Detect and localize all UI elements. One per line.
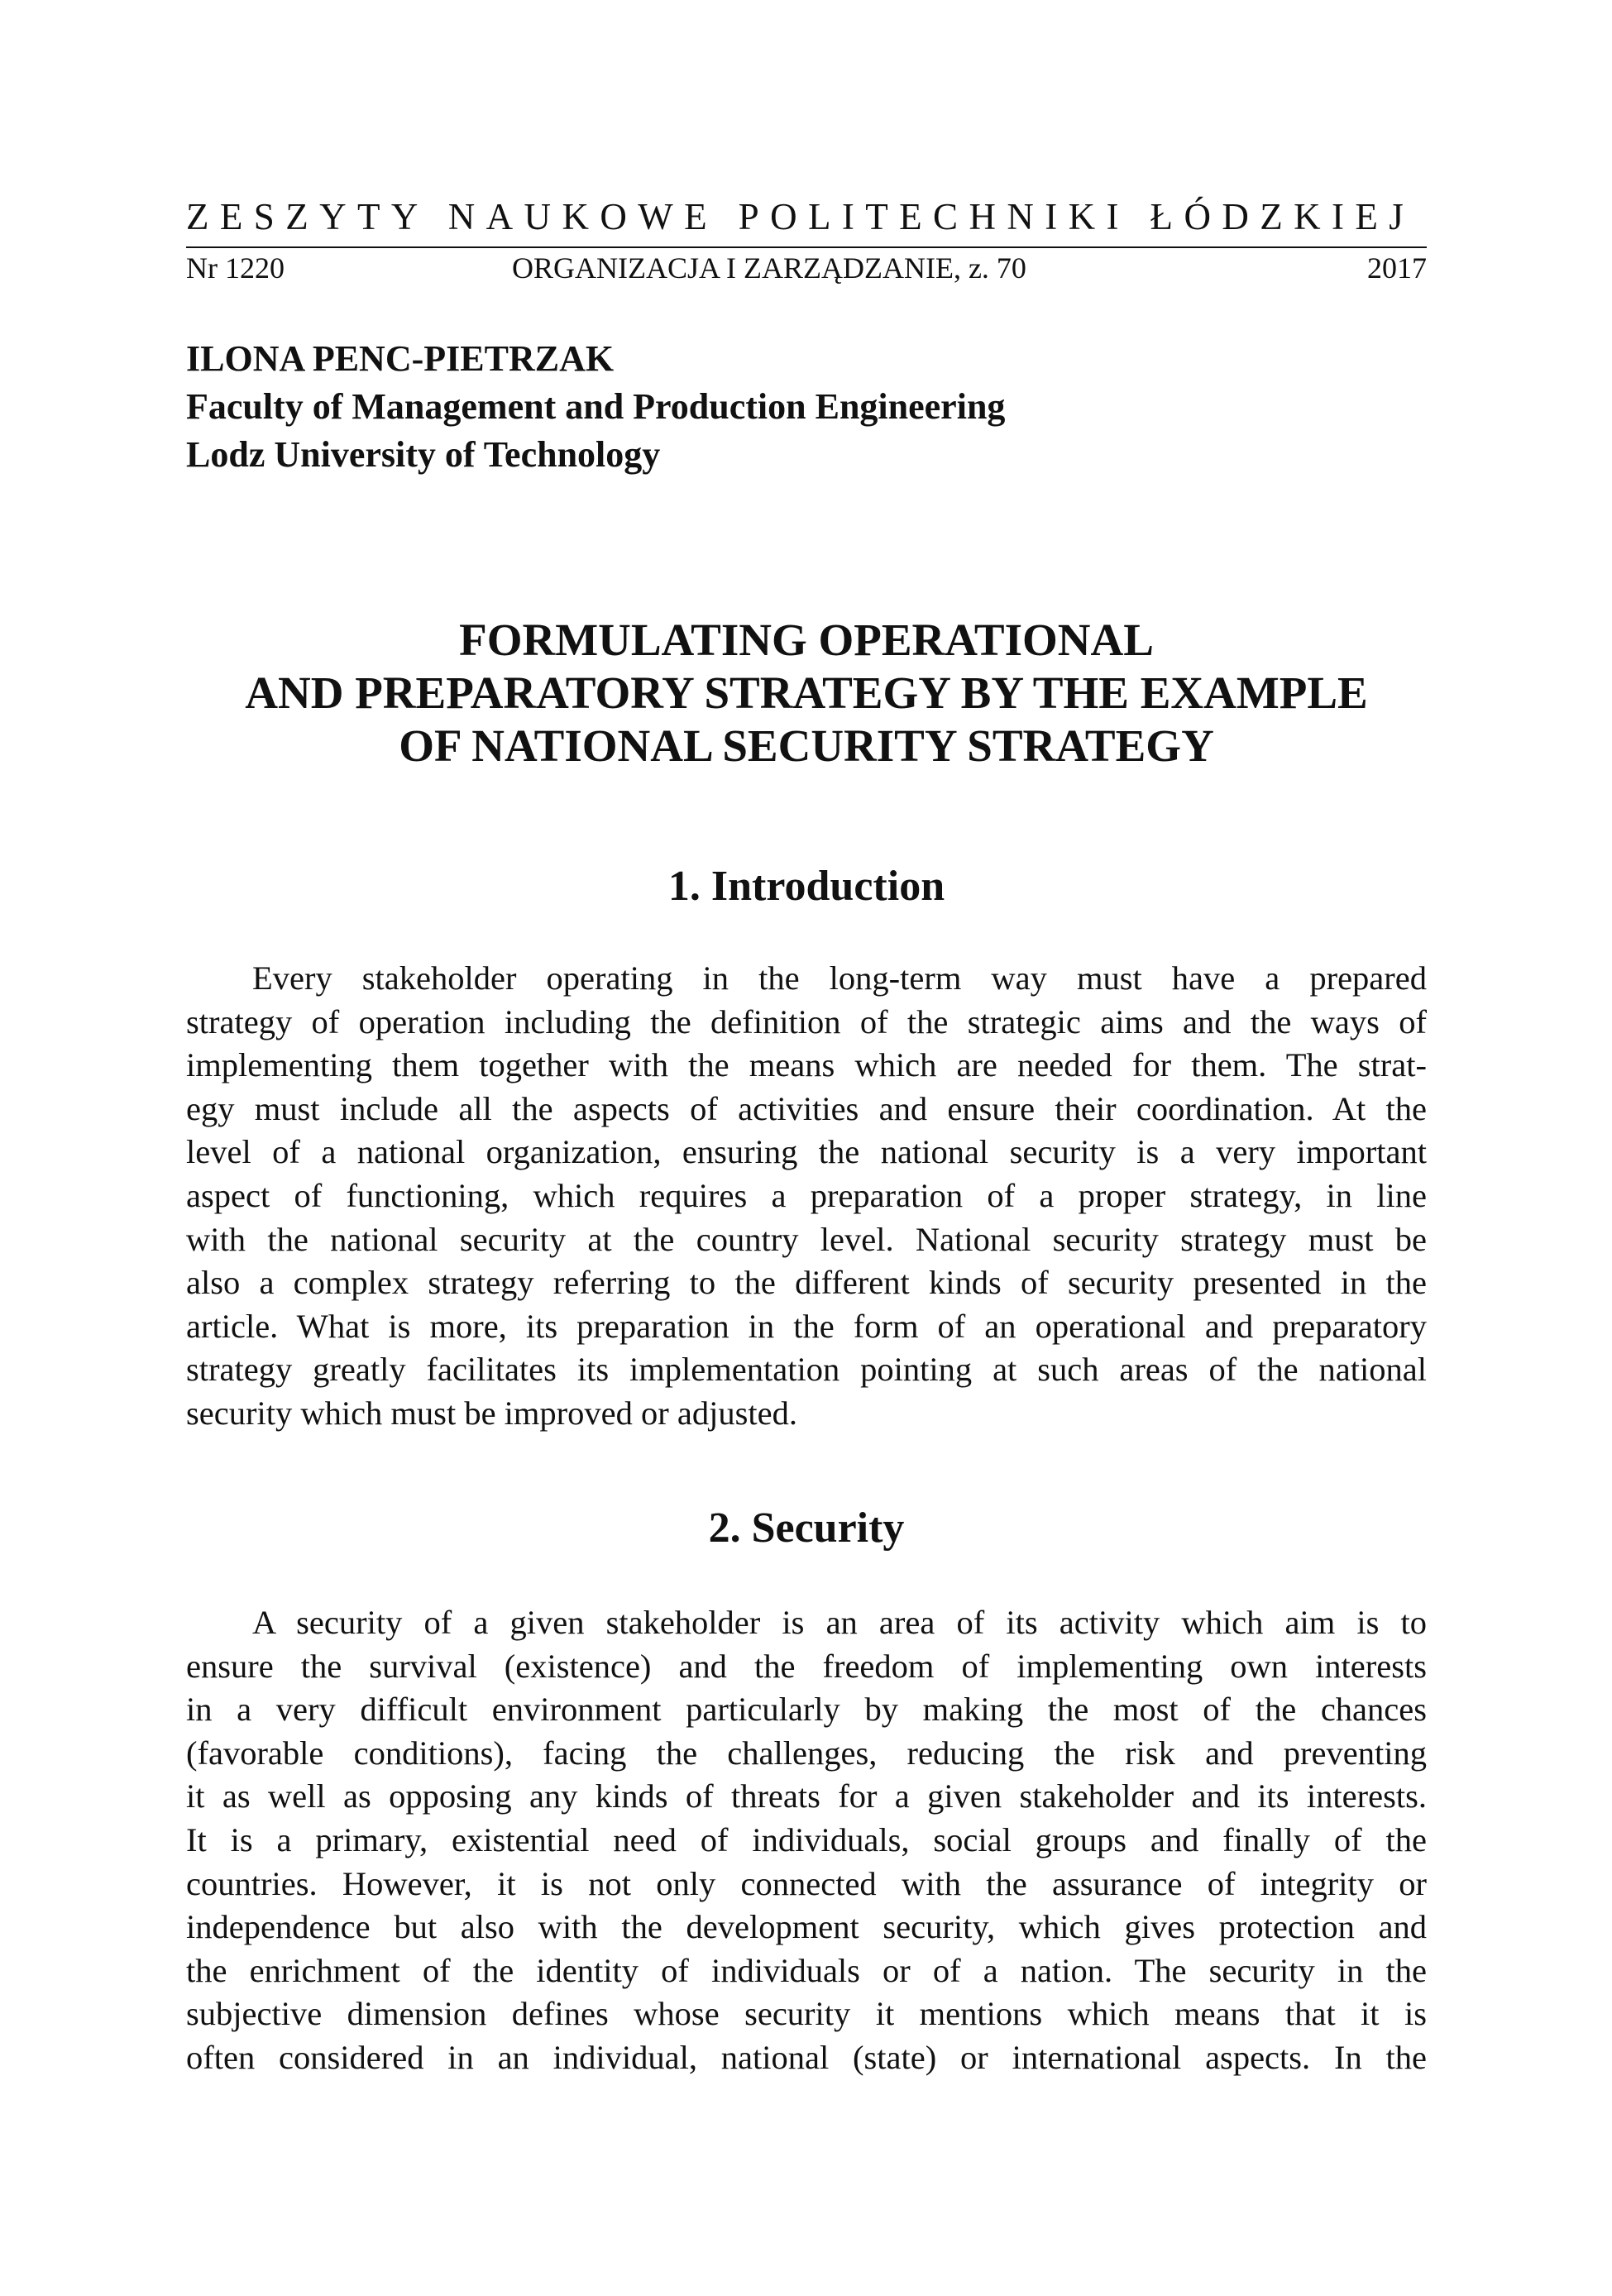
series-name: ORGANIZACJA I ZARZĄDZANIE, z. 70 <box>512 251 1026 285</box>
section-heading-security: 2. Security <box>708 1504 905 1552</box>
text-line: Every stakeholder operating in the long-term way must have a prepared <box>252 959 1427 997</box>
title-line: AND PREPARATORY STRATEGY BY THE EXAMPLE <box>245 667 1368 718</box>
text-line: level of a national organization, ensuring the national security is a very important <box>186 1133 1427 1171</box>
issue-line <box>186 248 1427 288</box>
author-faculty: Faculty of Management and Production Engineering <box>186 386 1006 427</box>
text-line: often considered in an individual, national (state) or international aspects. In the <box>186 2038 1427 2076</box>
issue-year: 2017 <box>1367 251 1427 285</box>
text-line: subjective dimension defines whose security it mentions which means that it is <box>186 1995 1427 2033</box>
issue-number: Nr 1220 <box>186 251 285 285</box>
text-line: it as well as opposing any kinds of threats for a given stakeholder and its interests. <box>186 1777 1427 1815</box>
text-line: in a very difficult environment particularly by making the most of the chances <box>186 1691 1427 1729</box>
text-line: (favorable conditions), facing the challenges, reducing the risk and preventing <box>186 1734 1427 1772</box>
author-block <box>186 335 1427 479</box>
title-line: OF NATIONAL SECURITY STRATEGY <box>399 720 1214 771</box>
text-line: security which must be improved or adjusted. <box>186 1394 797 1432</box>
title-line: FORMULATING OPERATIONAL <box>459 615 1154 665</box>
text-line: implementing them together with the means which are needed for them. The strat- <box>186 1046 1427 1084</box>
text-line: egy must include all the aspects of activities and ensure their coordination. At the <box>186 1089 1427 1127</box>
text-line: aspect of functioning, which requires a preparation of a proper strategy, in line <box>186 1176 1427 1214</box>
text-line: strategy of operation including the definition of the strategic aims and the ways of <box>186 1002 1427 1040</box>
text-line: with the national security at the country level. National security strategy must be <box>186 1220 1427 1258</box>
section-heading-introduction: 1. Introduction <box>667 863 945 910</box>
introduction-paragraph <box>186 957 1427 1436</box>
text-line: ensure the survival (existence) and the freedom of implementing own interests <box>186 1647 1427 1685</box>
text-line: also a complex strategy referring to the different kinds of security presented in the <box>186 1264 1427 1302</box>
journal-name: ZESZYTY NAUKOWE POLITECHNIKI ŁÓDZKIEJ <box>186 196 1415 237</box>
text-line: countries. However, it is not only connected with the assurance of integrity or <box>186 1864 1427 1902</box>
author-university: Lodz University of Technology <box>186 434 661 475</box>
text-line: It is a primary, existential need of individuals, social groups and finally of the <box>186 1820 1427 1858</box>
text-line: A security of a given stakeholder is an area of its activity which aim is to <box>252 1604 1427 1641</box>
paper-title <box>186 614 1427 773</box>
text-line: the enrichment of the identity of individuals or of a nation. The security in the <box>186 1951 1427 1989</box>
text-line: strategy greatly facilitates its implementation pointing at such areas of the national <box>186 1351 1427 1389</box>
author-name: ILONA PENC-PIETRZAK <box>186 338 615 379</box>
security-paragraph <box>186 1601 1427 2080</box>
text-line: independence but also with the development security, which gives protection and <box>186 1908 1427 1946</box>
text-line: article. What is more, its preparation in the form of an operational and preparatory <box>186 1307 1427 1345</box>
